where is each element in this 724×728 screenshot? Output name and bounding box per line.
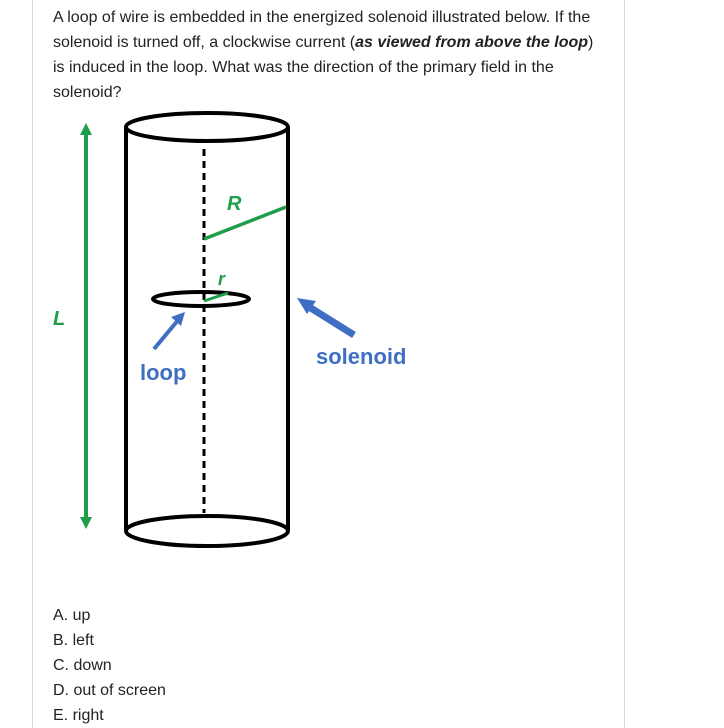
question-emphasis: as viewed from above the loop <box>355 34 589 51</box>
right-border <box>624 0 625 728</box>
option-letter: B. <box>53 632 69 649</box>
length-label: L <box>53 308 66 330</box>
option-letter: D. <box>53 682 69 699</box>
solenoid-cylinder <box>126 113 288 546</box>
option-text: right <box>72 707 104 724</box>
loop-pointer-arrow <box>154 312 185 349</box>
solenoid-label: solenoid <box>316 344 407 369</box>
question-text-end: ) is induced in the loop. What was the direction of the primary field in the solenoid? <box>53 34 594 101</box>
option-letter: E. <box>53 707 69 724</box>
radius-small-label: r <box>218 269 226 289</box>
option-text: out of screen <box>73 682 166 699</box>
option-b[interactable] <box>53 628 166 653</box>
loop-label: loop <box>140 360 187 385</box>
question-text-start: A loop of wire is embedded in the energized solenoid illustrated below. If the solenoid is turned off, a clockwise current ( <box>53 9 591 51</box>
option-d[interactable] <box>53 678 166 703</box>
left-border <box>32 0 33 728</box>
solenoid-diagram <box>40 105 460 565</box>
wire-loop <box>153 292 249 306</box>
length-arrow <box>80 123 92 529</box>
option-letter: C. <box>53 657 69 674</box>
option-letter: A. <box>53 607 69 624</box>
option-text: left <box>72 632 94 649</box>
solenoid-pointer-arrow <box>297 298 354 335</box>
option-text: down <box>73 657 112 674</box>
option-c[interactable] <box>53 653 166 678</box>
radius-big-line <box>204 207 286 239</box>
question-text <box>53 5 608 105</box>
option-e[interactable] <box>53 703 166 728</box>
option-text: up <box>72 607 91 624</box>
answer-options <box>53 603 166 728</box>
radius-big-label: R <box>227 193 242 215</box>
option-a[interactable] <box>53 603 166 628</box>
